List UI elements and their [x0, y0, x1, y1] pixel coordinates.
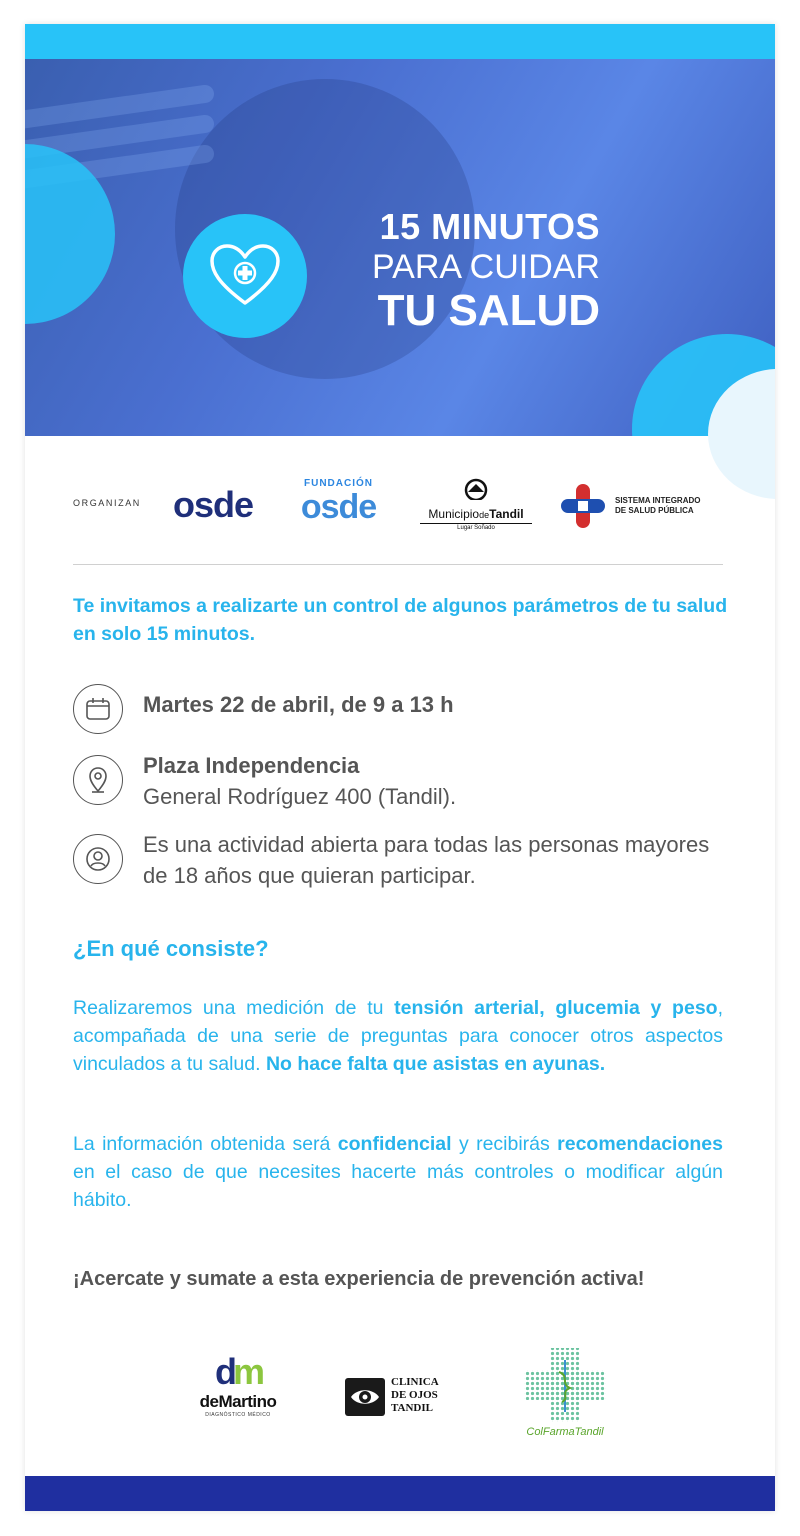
health-cross-icon	[559, 482, 607, 530]
section-heading: ¿En qué consiste?	[73, 936, 269, 961]
sistema-salud-publica-logo: SISTEMA INTEGRADO DE SALUD PÚBLICA	[559, 482, 719, 530]
hero-title-line1: 15 MINUTOS	[379, 206, 600, 247]
confidentiality-paragraph: La información obtenida será confidencial y recibirás recomendaciones en el caso de que necesites hacerte más controles o modificar algún hábito.	[73, 1133, 723, 1211]
hero-title-line3: TU SALUD	[377, 286, 600, 335]
organizers-logos	[73, 474, 723, 534]
clinica-ojos-logo: CLINICA DE OJOS TANDIL	[343, 1374, 453, 1424]
place-name: Plaza Independencia	[143, 753, 360, 778]
eye-icon	[345, 1378, 385, 1416]
description-paragraph: Realizaremos una medición de tu tensión arterial, glucemia y peso, acompañada de una serie de preguntas para conocer otros aspectos vinculados a tu salud. No hace falta que asistas en ayunas.	[73, 997, 723, 1075]
person-icon	[73, 834, 123, 884]
hero-banner	[25, 59, 775, 436]
bottom-bar	[25, 1476, 775, 1511]
colfarma-tandil-logo: ColFarmaTandil	[520, 1346, 610, 1442]
location-pin-icon	[73, 755, 123, 805]
osde-logo: osde	[173, 484, 254, 525]
intro-text: Te invitamos a realizarte un control de algunos parámetros de tu salud en solo 15 minutos.	[73, 595, 728, 645]
fundacion-osde-logo: FUNDACIÓN osde	[300, 478, 377, 526]
place-address: General Rodríguez 400 (Tandil).	[143, 784, 457, 809]
invitation-card	[25, 24, 775, 1511]
de-martino-logo: dm deMartino DIAGNÓSTICO MÉDICO	[199, 1351, 277, 1418]
audience-text: Es una actividad abierta para todas las personas mayores de 18 años que quieran participar.	[143, 832, 710, 888]
organizers-label: ORGANIZAN	[73, 498, 141, 508]
divider	[73, 564, 723, 565]
call-to-action: ¡Acercate y sumate a esta experiencia de prevención activa!	[73, 1268, 645, 1290]
calendar-icon	[73, 684, 123, 734]
heart-health-icon	[183, 214, 307, 338]
municipio-emblem-icon	[459, 478, 493, 500]
event-date: Martes 22 de abril, de 9 a 13 h	[143, 692, 454, 717]
pharmacy-cross-icon	[520, 1346, 610, 1424]
top-bar	[25, 24, 775, 59]
municipio-tandil-logo: MunicipiodeTandil Lugar Soñado	[416, 478, 536, 531]
hero-title	[330, 207, 600, 335]
sponsors-logos	[25, 1344, 775, 1444]
hero-title-line2: PARA CUIDAR	[372, 248, 600, 286]
